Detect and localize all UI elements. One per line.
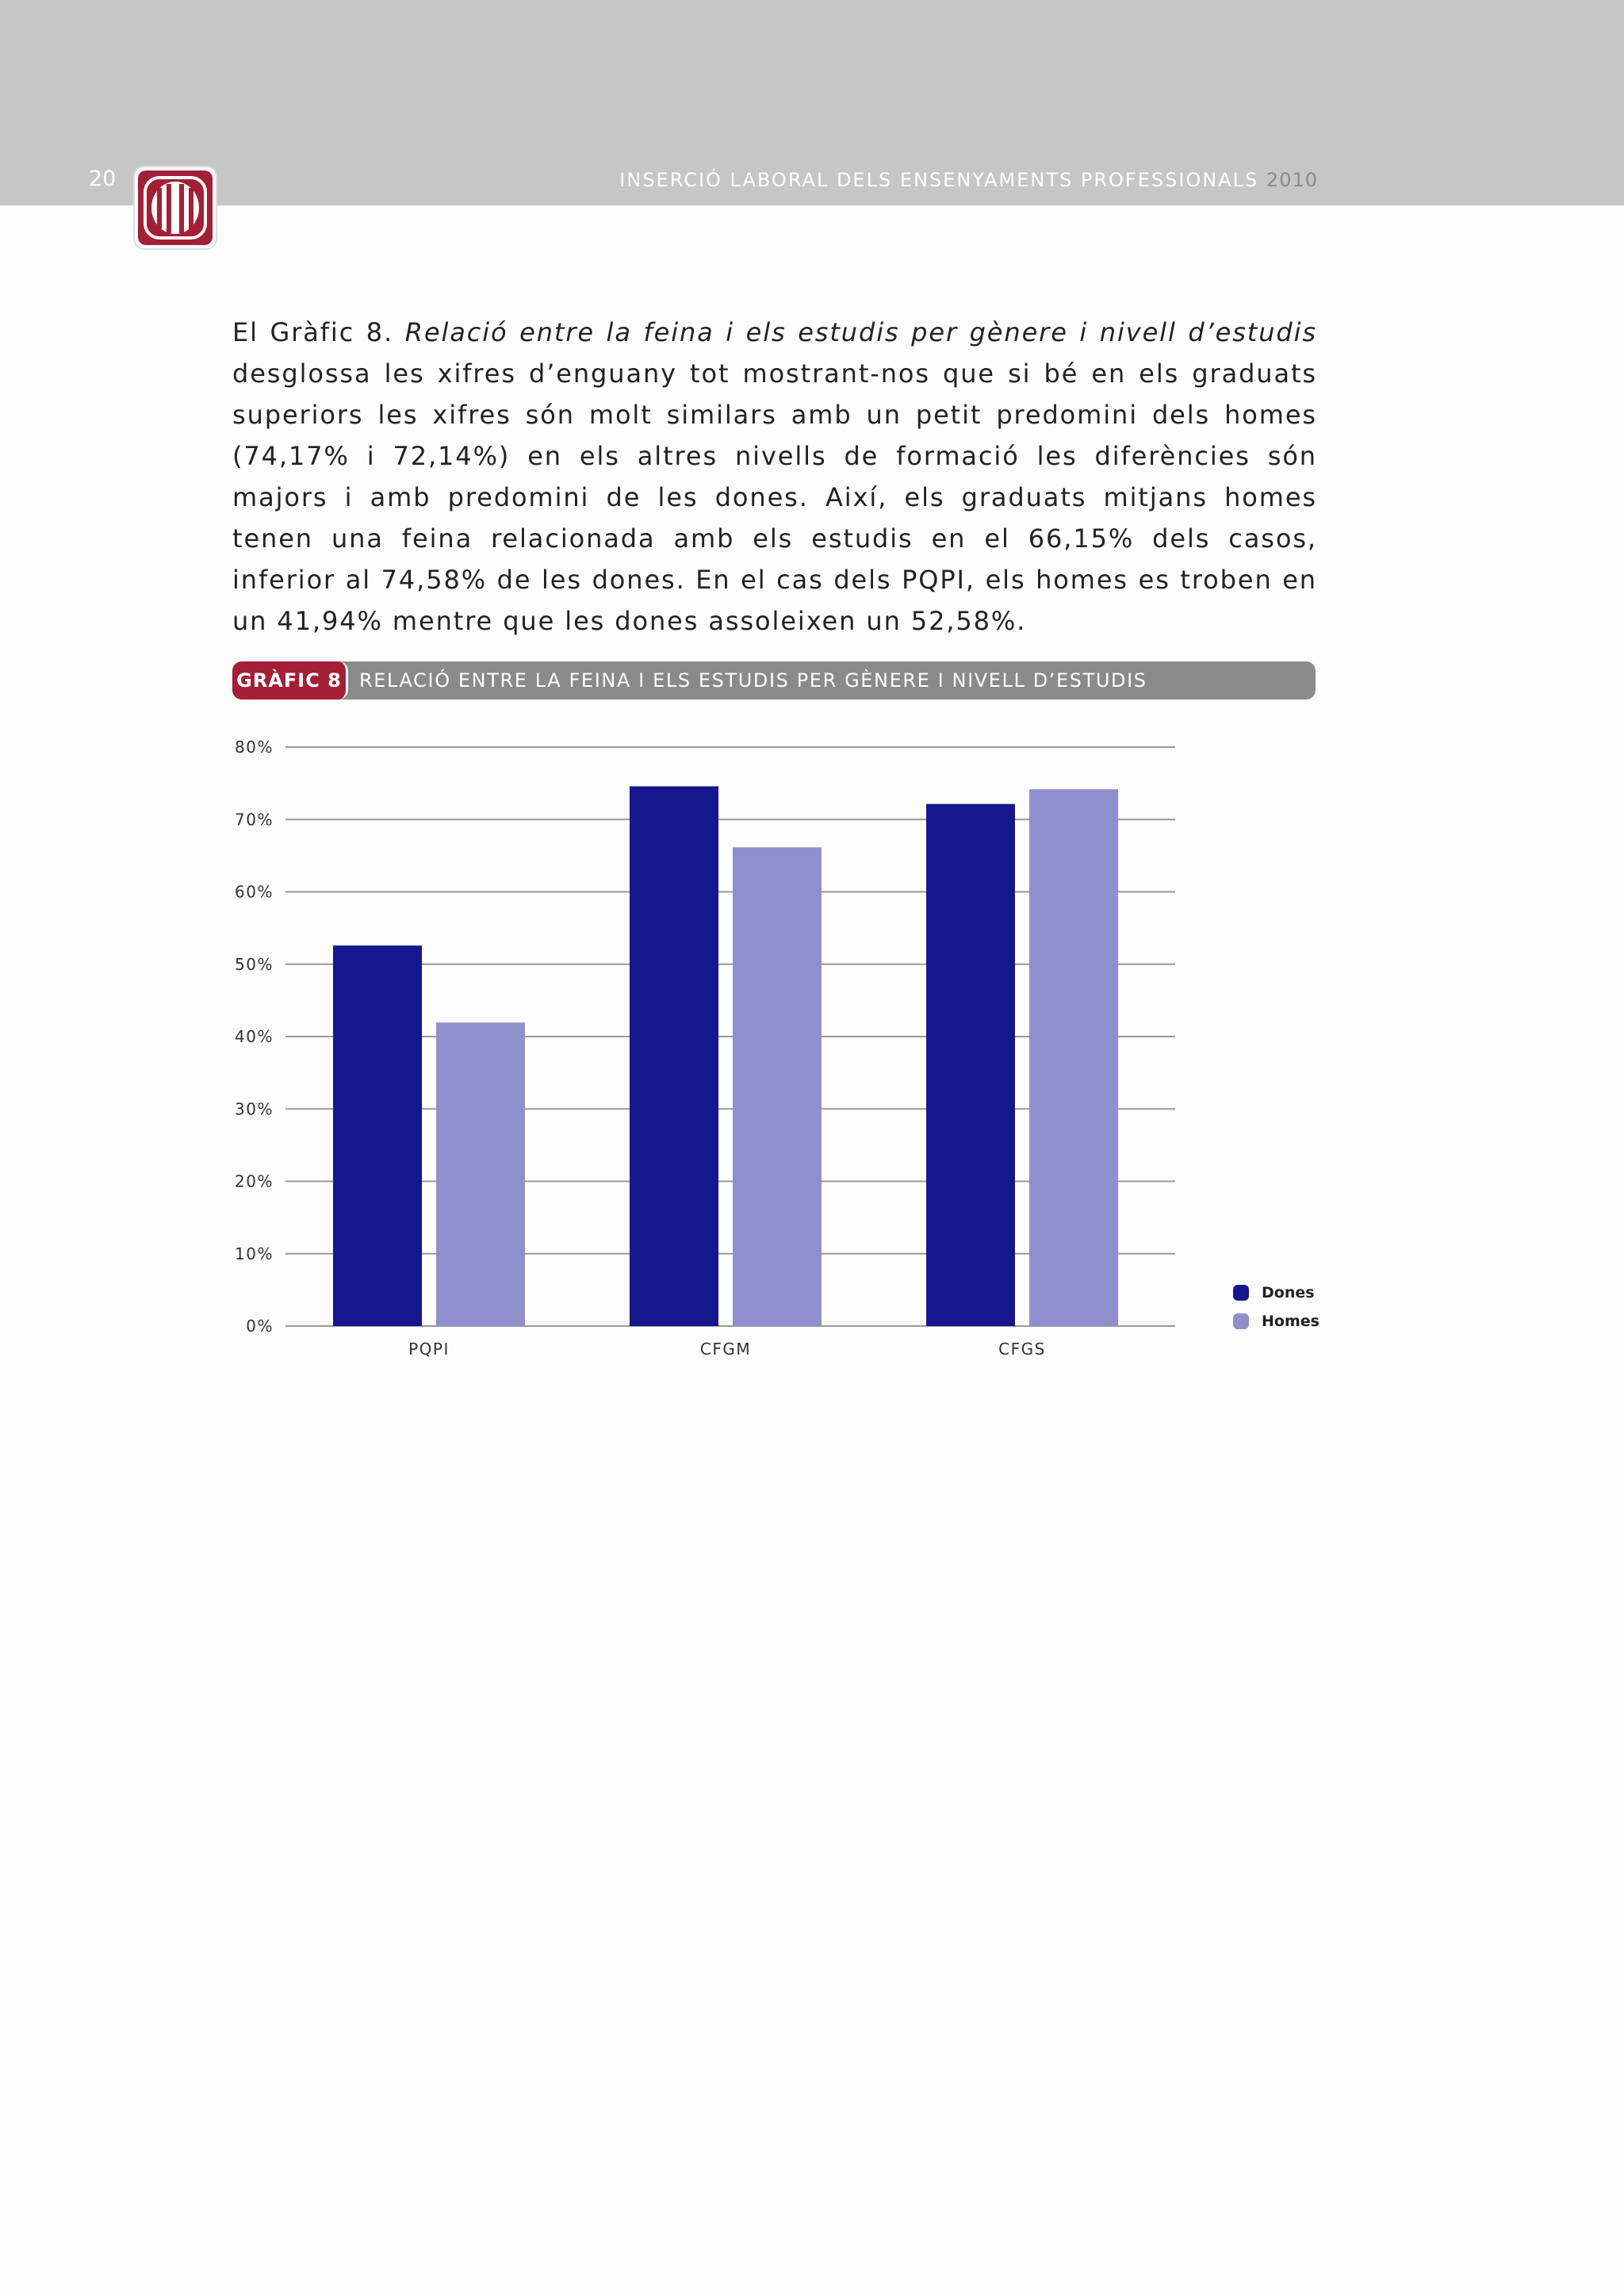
chart-badge: GRÀFIC 8 [232,661,348,700]
legend-swatch-homes [1233,1313,1249,1329]
bar-dones-pqpi [333,945,422,1326]
x-tick-label: PQPI [408,1340,450,1359]
y-tick-label: 80% [235,738,274,757]
y-tick-label: 30% [235,1099,274,1119]
y-tick-label: 40% [235,1027,274,1046]
header-year: 2010 [1266,169,1318,191]
x-tick-label: CFGM [699,1340,752,1359]
y-tick-label: 0% [246,1317,274,1336]
y-tick-label: 50% [235,954,274,974]
bar-homes-pqpi [436,1022,525,1326]
page-number: 20 [89,167,117,191]
bar-homes-cfgs [1029,789,1118,1326]
legend-label-homes: Homes [1262,1313,1320,1330]
bar-dones-cfgs [926,804,1015,1326]
figure-reference: Relació entre la feina i els estudis per gènere i nivell d’estudis [404,317,1317,347]
bar-dones-cfgm [630,786,718,1326]
legend-label-dones: Dones [1262,1284,1315,1301]
y-tick-label: 10% [235,1244,274,1263]
legend-item-dones [1233,1282,1315,1304]
bar-homes-cfgm [733,847,822,1326]
y-tick-label: 20% [235,1171,274,1191]
body-paragraph: El Gràfic 8. Relació entre la feina i els estudis per gènere i nivell d’estudis desglossa les xifres d’enguany tot mostrant-nos que si bé en els graduats superiors les xifres són molt similars amb un petit predomini dels homes (74,17% i 72,14%) en els altres nivells de formació les diferències són majors i amb predomini de les dones. Així, els graduats mitjans homes tenen una feina relacionada amb els estudis en el 66,15% dels casos, inferior al 74,58% de les dones. En el cas dels PQPI, els homes es troben en un 41,94% mentre que les dones assoleixen un 52,58%. [232,317,1317,636]
chart-title: RELACIÓ ENTRE LA FEINA I ELS ESTUDIS PER GÈNERE I NIVELL D’ESTUDIS [359,669,1147,692]
header-title: INSERCIÓ LABORAL DELS ENSENYAMENTS PROFESSIONALS 2010 [619,169,1318,191]
x-tick-label: CFGS [998,1340,1046,1359]
y-tick-label: 60% [235,882,274,902]
legend-swatch-dones [1233,1285,1249,1301]
y-tick-label: 70% [235,810,274,830]
legend-item-homes [1233,1310,1320,1332]
